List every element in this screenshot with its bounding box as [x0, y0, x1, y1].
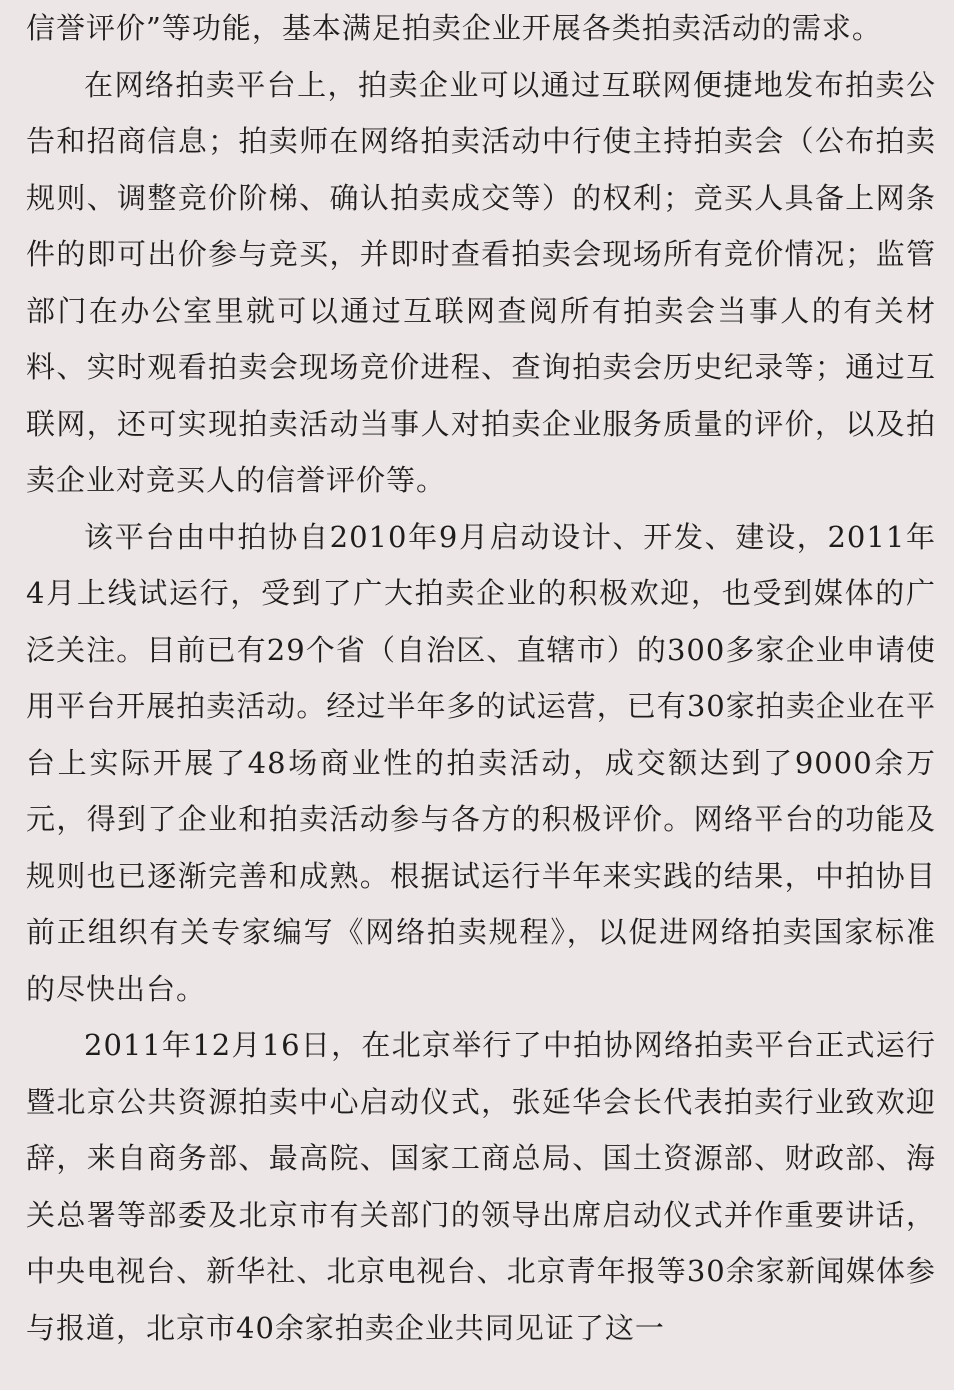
paragraph-platform-features: 在网络拍卖平台上，拍卖企业可以通过互联网便捷地发布拍卖公告和招商信息；拍卖师在网络拍卖活动中行使主持拍卖会（公布拍卖规则、调整竞价阶梯、确认拍卖成交等）的权利；竞买人具备上网条件的即可出价参与竞买，并即时查看拍卖会现场所有竞价情况；监管部门在办公室里就可以通过互联网查阅所有拍卖会当事人的有关材料、实时观看拍卖会现场竞价进程、查询拍卖会历史纪录等；通过互联网，还可实现拍卖活动当事人对拍卖企业服务质量的评价，以及拍卖企业对竞买人的信誉评价等。	[26, 67, 936, 497]
paragraph-continuation: 信誉评价”等功能，基本满足拍卖企业开展各类拍卖活动的需求。	[26, 11, 882, 45]
paragraph-platform-history: 该平台由中拍协自2010年9月启动设计、开发、建设，2011年4月上线试运行，受到了广大拍卖企业的积极欢迎，也受到媒体的广泛关注。目前已有29个省（自治区、直辖市）的300多家企业申请使用平台开展拍卖活动。经过半年多的试运营，已有30家拍卖企业在平台上实际开展了48场商业性的拍卖活动，成交额达到了9000余万元，得到了企业和拍卖活动参与各方的积极评价。网络平台的功能及规则也已逐渐完善和成熟。根据试运行半年来实践的结果，中拍协目前正组织有关专家编写《网络拍卖规程》，以促进网络拍卖国家标准的尽快出台。	[26, 519, 936, 1006]
paragraph-launch-ceremony: 2011年12月16日，在北京举行了中拍协网络拍卖平台正式运行暨北京公共资源拍卖中心启动仪式，张延华会长代表拍卖行业致欢迎辞，来自商务部、最高院、国家工商总局、国土资源部、财政部、海关总署等部委及北京市有关部门的领导出席启动仪式并作重要讲话，中央电视台、新华社、北京电视台、北京青年报等30余家新闻媒体参与报道，北京市40余家拍卖企业共同见证了这一	[26, 1028, 936, 1345]
